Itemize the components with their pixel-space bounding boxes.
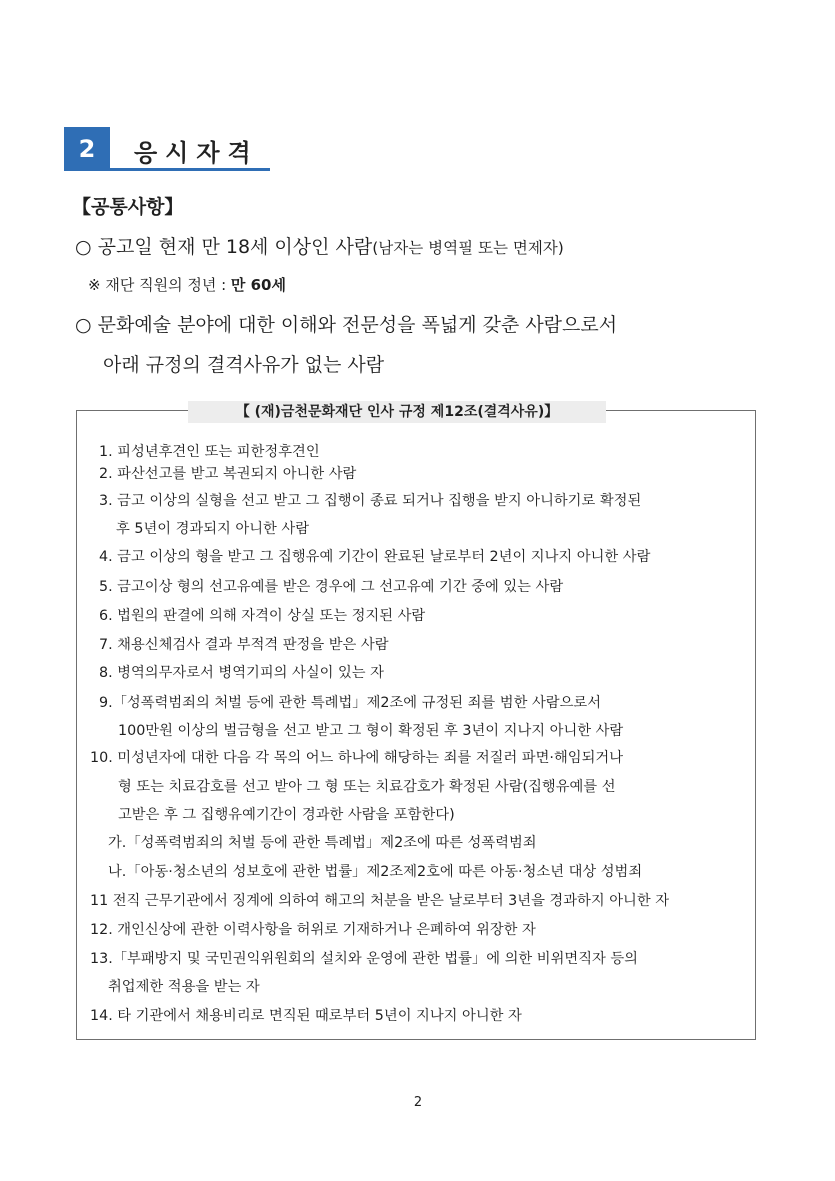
rule-line: 13.「부패방지 및 국민권익위원회의 설치와 운영에 관한 법률」에 의한 비위면직자 등의 [90,951,638,967]
rule-line: 14. 타 기관에서 채용비리로 면직된 때로부터 5년이 지나지 아니한 자 [90,1008,522,1024]
rule-line: 후 5년이 경과되지 아니한 사람 [116,521,310,537]
rule-line: 11 전직 근무기관에서 징계에 의하여 해고의 처분을 받은 날로부터 3년을 경과하지 아니한 자 [90,893,670,909]
rule-line: 취업제한 적용을 받는 자 [108,979,260,995]
section-header [64,127,270,171]
rule-line: 고받은 후 그 집행유예기간이 경과한 사람을 포함한다) [118,807,455,823]
retirement-age-label: ※ 재단 직원의 정년 : [88,276,231,294]
rule-line: 2. 파산선고를 받고 복권되지 아니한 사람 [99,466,357,482]
retirement-age-note [88,274,286,295]
rule-line: 8. 병역의무자로서 병역기피의 사실이 있는 자 [99,665,384,681]
expertise-requirement-line1: ○ 문화예술 분야에 대한 이해와 전문성을 폭넓게 갖춘 사람으로서 [75,314,618,336]
rule-line: 5. 금고이상 형의 선고유예를 받은 경우에 그 선고유예 기간 중에 있는 사람 [99,579,564,595]
rule-line: 6. 법원의 판결에 의해 자격이 상실 또는 정지된 사람 [99,608,426,624]
rule-line: 4. 금고 이상의 형을 받고 그 집행유예 기간이 완료된 날로부터 2년이 지나지 아니한 사람 [99,549,651,565]
expertise-requirement-line2: 아래 규정의 결격사유가 없는 사람 [103,354,385,376]
rule-line: 12. 개인신상에 관한 이력사항을 허위로 기재하거나 은폐하여 위장한 자 [90,922,536,938]
rule-line: 100만원 이상의 벌금형을 선고 받고 그 형이 확정된 후 3년이 지나지 아니한 사람 [118,723,624,739]
page-number: 2 [413,1095,423,1110]
section-title: 응시자격 [134,139,259,167]
rule-line: 가.「성폭력범죄의 처벌 등에 관한 특례법」제2조에 따른 성폭력범죄 [108,835,537,851]
rule-line: 10. 미성년자에 대한 다음 각 목의 어느 하나에 해당하는 죄를 저질러 파면·해임되거나 [90,750,624,766]
age-requirement-main: ○ 공고일 현재 만 18세 이상인 사람 [75,236,373,258]
rule-line: 3. 금고 이상의 실형을 선고 받고 그 집행이 종료 되거나 집행을 받지 아니하기로 확정된 [99,493,642,509]
rule-line: 형 또는 치료감호를 선고 받아 그 형 또는 치료감호가 확정된 사람(집행유예를 선 [118,779,616,795]
common-requirements-heading: 【공통사항】 [72,196,184,218]
section-number: 2 [64,127,110,171]
retirement-age-value: 만 60세 [230,276,286,294]
rule-line: 1. 피성년후견인 또는 피한정후견인 [99,444,320,460]
rule-line: 9.「성폭력범죄의 처벌 등에 관한 특례법」제2조에 규정된 죄를 범한 사람으로서 [99,695,602,711]
section-underline [110,168,270,171]
rule-line: 7. 채용신체검사 결과 부적격 판정을 받은 사람 [99,637,389,653]
rule-line: 나.「아동·청소년의 성보호에 관한 법률」제2조제2호에 따른 아동·청소년 대상 성범죄 [108,864,643,880]
age-requirement [75,232,564,259]
regulation-title: 【 (재)금천문화재단 인사 규정 제12조(결격사유)】 [188,401,606,423]
age-requirement-paren: (남자는 병역필 또는 면제자) [372,239,564,257]
